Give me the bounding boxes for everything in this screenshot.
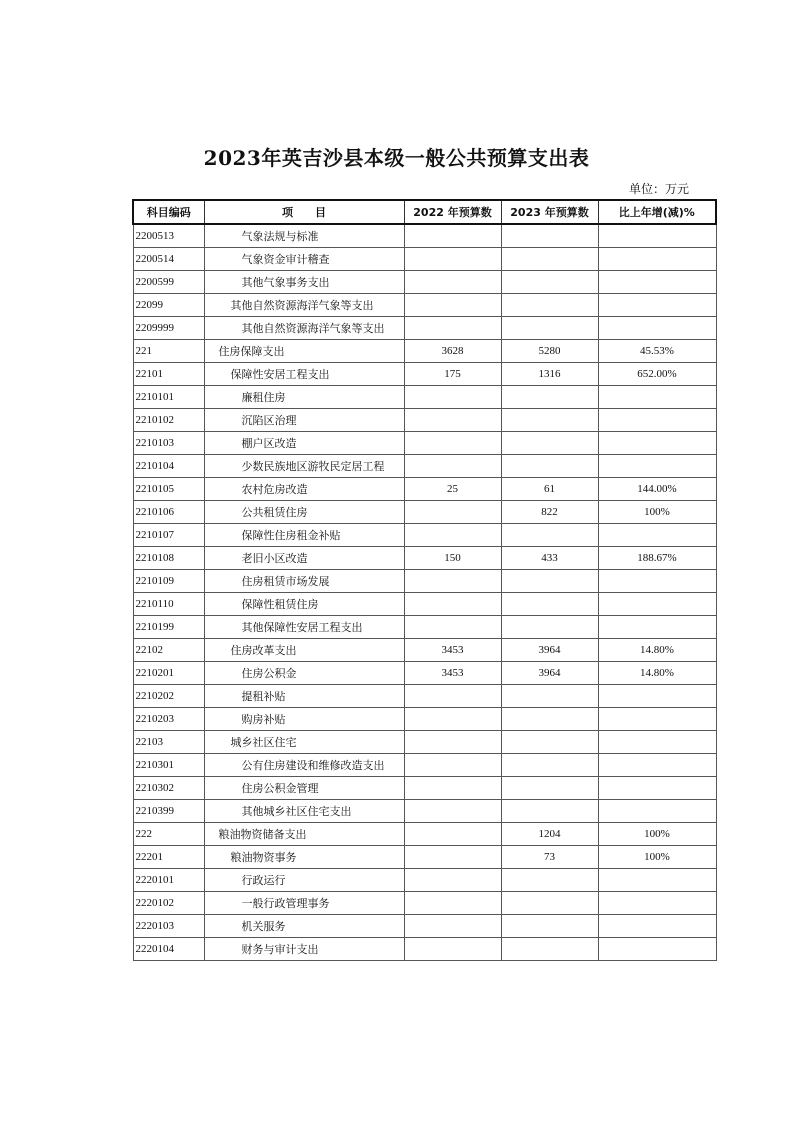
change-percent-cell bbox=[598, 224, 716, 248]
budget-2022-cell bbox=[404, 501, 501, 524]
budget-2023-cell bbox=[501, 409, 598, 432]
item-name-cell: 保障性住房租金补贴 bbox=[204, 524, 404, 547]
budget-2023-cell bbox=[501, 892, 598, 915]
subject-code-cell: 2210203 bbox=[133, 708, 204, 731]
change-percent-cell bbox=[598, 432, 716, 455]
budget-2023-cell: 1316 bbox=[501, 363, 598, 386]
budget-2023-cell: 73 bbox=[501, 846, 598, 869]
table-row bbox=[133, 777, 716, 800]
subject-code-cell: 2210101 bbox=[133, 386, 204, 409]
subject-code-cell: 222 bbox=[133, 823, 204, 846]
change-percent-cell bbox=[598, 593, 716, 616]
budget-2022-cell: 25 bbox=[404, 478, 501, 501]
budget-2022-cell bbox=[404, 317, 501, 340]
subject-code-cell: 2220101 bbox=[133, 869, 204, 892]
budget-2023-cell bbox=[501, 386, 598, 409]
change-percent-cell: 100% bbox=[598, 501, 716, 524]
budget-2023-cell bbox=[501, 915, 598, 938]
table-row bbox=[133, 823, 716, 846]
item-name-cell: 廉租住房 bbox=[204, 386, 404, 409]
budget-2023-cell bbox=[501, 708, 598, 731]
subject-code-cell: 2210301 bbox=[133, 754, 204, 777]
subject-code-cell: 2210104 bbox=[133, 455, 204, 478]
change-percent-cell bbox=[598, 938, 716, 961]
budget-2022-cell bbox=[404, 294, 501, 317]
subject-code-cell: 22101 bbox=[133, 363, 204, 386]
budget-2023-cell bbox=[501, 685, 598, 708]
table-row bbox=[133, 616, 716, 639]
subject-code-cell: 2210107 bbox=[133, 524, 204, 547]
change-percent-cell: 188.67% bbox=[598, 547, 716, 570]
change-percent-cell: 45.53% bbox=[598, 340, 716, 363]
item-name-cell: 住房租赁市场发展 bbox=[204, 570, 404, 593]
table-row bbox=[133, 524, 716, 547]
budget-2023-cell bbox=[501, 616, 598, 639]
change-percent-cell bbox=[598, 570, 716, 593]
change-percent-cell bbox=[598, 317, 716, 340]
change-percent-cell bbox=[598, 892, 716, 915]
item-name-cell: 粮油物资储备支出 bbox=[204, 823, 404, 846]
subject-code-cell: 2210103 bbox=[133, 432, 204, 455]
table-body bbox=[133, 224, 716, 961]
subject-code-cell: 2210110 bbox=[133, 593, 204, 616]
header-subject-code: 科目编码 bbox=[133, 200, 204, 224]
change-percent-cell bbox=[598, 271, 716, 294]
table-row bbox=[133, 938, 716, 961]
subject-code-cell: 2210102 bbox=[133, 409, 204, 432]
budget-2022-cell bbox=[404, 409, 501, 432]
budget-2023-cell: 5280 bbox=[501, 340, 598, 363]
table-row bbox=[133, 363, 716, 386]
subject-code-cell: 2210202 bbox=[133, 685, 204, 708]
table-row bbox=[133, 248, 716, 271]
subject-code-cell: 2210302 bbox=[133, 777, 204, 800]
unit-label: 单位：万元 bbox=[628, 182, 689, 196]
budget-2022-cell bbox=[404, 524, 501, 547]
budget-2023-cell: 822 bbox=[501, 501, 598, 524]
table-row bbox=[133, 639, 716, 662]
budget-2022-cell bbox=[404, 800, 501, 823]
budget-2022-cell bbox=[404, 432, 501, 455]
budget-2023-cell: 3964 bbox=[501, 639, 598, 662]
table-row bbox=[133, 800, 716, 823]
header-item: 项 目 bbox=[204, 200, 404, 224]
page-title: 2023年英吉沙县本级一般公共预算支出表 bbox=[203, 146, 590, 170]
subject-code-cell: 2200599 bbox=[133, 271, 204, 294]
budget-2022-cell bbox=[404, 892, 501, 915]
budget-2023-cell: 1204 bbox=[501, 823, 598, 846]
subject-code-cell: 22201 bbox=[133, 846, 204, 869]
budget-2022-cell: 3628 bbox=[404, 340, 501, 363]
subject-code-cell: 22099 bbox=[133, 294, 204, 317]
budget-2022-cell bbox=[404, 823, 501, 846]
change-percent-cell bbox=[598, 248, 716, 271]
budget-2023-cell bbox=[501, 754, 598, 777]
subject-code-cell: 2210106 bbox=[133, 501, 204, 524]
table-row bbox=[133, 708, 716, 731]
table-row bbox=[133, 662, 716, 685]
subject-code-cell: 2210105 bbox=[133, 478, 204, 501]
budget-2023-cell bbox=[501, 731, 598, 754]
table-row bbox=[133, 455, 716, 478]
budget-2022-cell bbox=[404, 271, 501, 294]
budget-2023-cell bbox=[501, 869, 598, 892]
table-row bbox=[133, 409, 716, 432]
table-row bbox=[133, 294, 716, 317]
budget-2022-cell bbox=[404, 248, 501, 271]
item-name-cell: 一般行政管理事务 bbox=[204, 892, 404, 915]
budget-2023-cell bbox=[501, 317, 598, 340]
header-budget-2022: 2022 年预算数 bbox=[404, 200, 501, 224]
item-name-cell: 公有住房建设和维修改造支出 bbox=[204, 754, 404, 777]
budget-2022-cell bbox=[404, 938, 501, 961]
change-percent-cell bbox=[598, 294, 716, 317]
budget-2022-cell: 150 bbox=[404, 547, 501, 570]
change-percent-cell bbox=[598, 777, 716, 800]
change-percent-cell bbox=[598, 685, 716, 708]
subject-code-cell: 2220104 bbox=[133, 938, 204, 961]
change-percent-cell bbox=[598, 800, 716, 823]
item-name-cell: 气象法规与标准 bbox=[204, 224, 404, 248]
change-percent-cell bbox=[598, 869, 716, 892]
subject-code-cell: 2200513 bbox=[133, 224, 204, 248]
item-name-cell: 住房公积金管理 bbox=[204, 777, 404, 800]
budget-2022-cell: 3453 bbox=[404, 639, 501, 662]
item-name-cell: 气象资金审计稽查 bbox=[204, 248, 404, 271]
item-name-cell: 沉陷区治理 bbox=[204, 409, 404, 432]
budget-2023-cell bbox=[501, 224, 598, 248]
item-name-cell: 保障性安居工程支出 bbox=[204, 363, 404, 386]
table-row bbox=[133, 224, 716, 248]
item-name-cell: 住房改革支出 bbox=[204, 639, 404, 662]
table-row bbox=[133, 915, 716, 938]
subject-code-cell: 221 bbox=[133, 340, 204, 363]
change-percent-cell bbox=[598, 708, 716, 731]
budget-2023-cell bbox=[501, 455, 598, 478]
budget-2022-cell bbox=[404, 731, 501, 754]
budget-2022-cell bbox=[404, 754, 501, 777]
budget-2022-cell bbox=[404, 224, 501, 248]
item-name-cell: 粮油物资事务 bbox=[204, 846, 404, 869]
item-name-cell: 提租补贴 bbox=[204, 685, 404, 708]
budget-2023-cell bbox=[501, 271, 598, 294]
budget-2022-cell bbox=[404, 455, 501, 478]
table-header-row bbox=[133, 200, 716, 224]
budget-2022-cell bbox=[404, 777, 501, 800]
change-percent-cell bbox=[598, 616, 716, 639]
table-row bbox=[133, 593, 716, 616]
change-percent-cell: 144.00% bbox=[598, 478, 716, 501]
subject-code-cell: 2210201 bbox=[133, 662, 204, 685]
item-name-cell: 财务与审计支出 bbox=[204, 938, 404, 961]
subject-code-cell: 2209999 bbox=[133, 317, 204, 340]
table-row bbox=[133, 386, 716, 409]
subject-code-cell: 2200514 bbox=[133, 248, 204, 271]
subject-code-cell: 2210199 bbox=[133, 616, 204, 639]
table-row bbox=[133, 754, 716, 777]
subject-code-cell: 22103 bbox=[133, 731, 204, 754]
budget-2023-cell bbox=[501, 938, 598, 961]
item-name-cell: 住房公积金 bbox=[204, 662, 404, 685]
table-row bbox=[133, 846, 716, 869]
change-percent-cell: 100% bbox=[598, 846, 716, 869]
item-name-cell: 机关服务 bbox=[204, 915, 404, 938]
budget-2022-cell bbox=[404, 616, 501, 639]
table-row bbox=[133, 570, 716, 593]
change-percent-cell: 652.00% bbox=[598, 363, 716, 386]
budget-2022-cell bbox=[404, 570, 501, 593]
table-row bbox=[133, 317, 716, 340]
table-row bbox=[133, 501, 716, 524]
item-name-cell: 城乡社区住宅 bbox=[204, 731, 404, 754]
subject-code-cell: 2210399 bbox=[133, 800, 204, 823]
budget-2022-cell bbox=[404, 708, 501, 731]
table-row bbox=[133, 340, 716, 363]
budget-2023-cell bbox=[501, 294, 598, 317]
change-percent-cell bbox=[598, 409, 716, 432]
subject-code-cell: 2210109 bbox=[133, 570, 204, 593]
change-percent-cell bbox=[598, 754, 716, 777]
item-name-cell: 农村危房改造 bbox=[204, 478, 404, 501]
header-change-percent: 比上年增(减)% bbox=[598, 200, 716, 224]
table-row bbox=[133, 432, 716, 455]
budget-2023-cell bbox=[501, 432, 598, 455]
budget-2023-cell bbox=[501, 524, 598, 547]
budget-2023-cell: 61 bbox=[501, 478, 598, 501]
item-name-cell: 棚户区改造 bbox=[204, 432, 404, 455]
budget-2022-cell: 3453 bbox=[404, 662, 501, 685]
table-row bbox=[133, 547, 716, 570]
budget-2022-cell bbox=[404, 685, 501, 708]
budget-2023-cell bbox=[501, 777, 598, 800]
budget-2022-cell bbox=[404, 869, 501, 892]
item-name-cell: 其他自然资源海洋气象等支出 bbox=[204, 294, 404, 317]
budget-2023-cell: 3964 bbox=[501, 662, 598, 685]
change-percent-cell: 14.80% bbox=[598, 662, 716, 685]
budget-2023-cell: 433 bbox=[501, 547, 598, 570]
item-name-cell: 保障性租赁住房 bbox=[204, 593, 404, 616]
change-percent-cell bbox=[598, 915, 716, 938]
change-percent-cell bbox=[598, 524, 716, 547]
table-row bbox=[133, 685, 716, 708]
budget-2023-cell bbox=[501, 593, 598, 616]
budget-2022-cell: 175 bbox=[404, 363, 501, 386]
change-percent-cell bbox=[598, 731, 716, 754]
item-name-cell: 住房保障支出 bbox=[204, 340, 404, 363]
budget-table bbox=[132, 199, 717, 961]
table-row bbox=[133, 869, 716, 892]
change-percent-cell: 14.80% bbox=[598, 639, 716, 662]
table-row bbox=[133, 892, 716, 915]
change-percent-cell bbox=[598, 386, 716, 409]
item-name-cell: 行政运行 bbox=[204, 869, 404, 892]
change-percent-cell bbox=[598, 455, 716, 478]
item-name-cell: 其他气象事务支出 bbox=[204, 271, 404, 294]
subject-code-cell: 2220102 bbox=[133, 892, 204, 915]
item-name-cell: 少数民族地区游牧民定居工程 bbox=[204, 455, 404, 478]
subject-code-cell: 2220103 bbox=[133, 915, 204, 938]
table-row bbox=[133, 731, 716, 754]
budget-2022-cell bbox=[404, 386, 501, 409]
item-name-cell: 购房补贴 bbox=[204, 708, 404, 731]
subject-code-cell: 2210108 bbox=[133, 547, 204, 570]
budget-2023-cell bbox=[501, 800, 598, 823]
budget-2022-cell bbox=[404, 846, 501, 869]
budget-2023-cell bbox=[501, 570, 598, 593]
item-name-cell: 其他自然资源海洋气象等支出 bbox=[204, 317, 404, 340]
subject-code-cell: 22102 bbox=[133, 639, 204, 662]
budget-2023-cell bbox=[501, 248, 598, 271]
item-name-cell: 其他城乡社区住宅支出 bbox=[204, 800, 404, 823]
budget-2022-cell bbox=[404, 593, 501, 616]
table-row bbox=[133, 271, 716, 294]
item-name-cell: 其他保障性安居工程支出 bbox=[204, 616, 404, 639]
header-budget-2023: 2023 年预算数 bbox=[501, 200, 598, 224]
item-name-cell: 老旧小区改造 bbox=[204, 547, 404, 570]
change-percent-cell: 100% bbox=[598, 823, 716, 846]
budget-2022-cell bbox=[404, 915, 501, 938]
item-name-cell: 公共租赁住房 bbox=[204, 501, 404, 524]
table-row bbox=[133, 478, 716, 501]
